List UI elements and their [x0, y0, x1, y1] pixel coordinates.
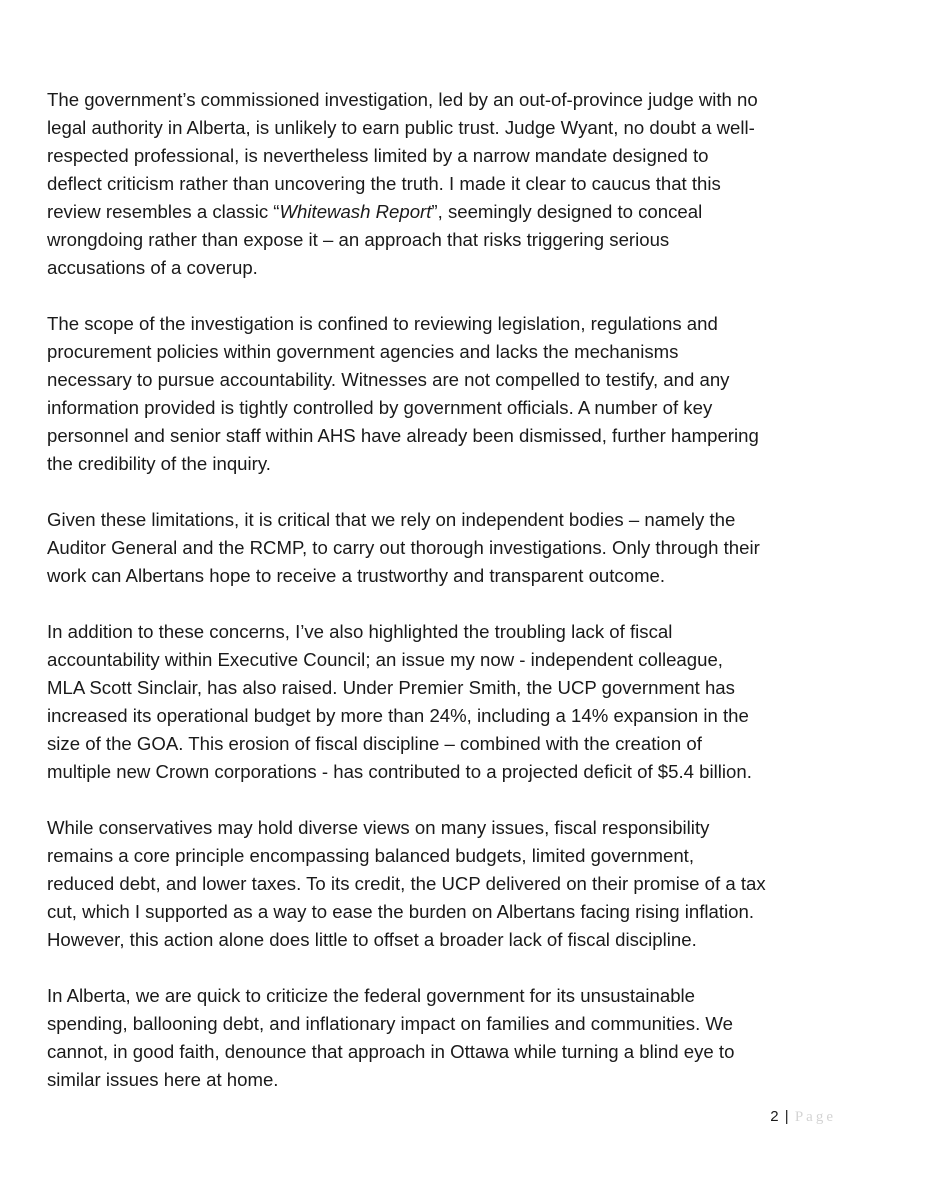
text-line: necessary to pursue accountability. Witnesses are not compelled to testify, and any	[47, 369, 730, 390]
text-line: deflect criticism rather than uncovering the truth. I made it clear to caucus that this	[47, 173, 721, 194]
text-line: MLA Scott Sinclair, has also raised. Under Premier Smith, the UCP government has	[47, 677, 735, 698]
text-line: In addition to these concerns, I’ve also highlighted the troubling lack of fiscal	[47, 621, 673, 642]
text-line: The government’s commissioned investigation, led by an out-of-province judge with no	[47, 89, 758, 110]
text-line: accountability within Executive Council; an issue my now - independent colleague,	[47, 649, 723, 670]
paragraph-federal-comparison	[47, 982, 847, 1094]
text-segment: review resembles a classic “	[47, 201, 280, 222]
text-line: the credibility of the inquiry.	[47, 453, 271, 474]
text-line	[47, 198, 847, 226]
text-line: work can Albertans hope to receive a trustworthy and transparent outcome.	[47, 565, 666, 586]
page-footer	[770, 1107, 836, 1127]
text-line: accusations of a coverup.	[47, 257, 258, 278]
paragraph-scope	[47, 310, 847, 478]
text-line: Auditor General and the RCMP, to carry out thorough investigations. Only through their	[47, 537, 760, 558]
text-line: wrongdoing rather than expose it – an approach that risks triggering serious	[47, 229, 670, 250]
text-line: reduced debt, and lower taxes. To its credit, the UCP delivered on their promise of a tax	[47, 873, 766, 894]
text-line: spending, ballooning debt, and inflationary impact on families and communities. We	[47, 1013, 733, 1034]
text-line: While conservatives may hold diverse views on many issues, fiscal responsibility	[47, 817, 710, 838]
text-line: legal authority in Alberta, is unlikely to earn public trust. Judge Wyant, no doubt a well-	[47, 117, 755, 138]
paragraph-investigation	[47, 86, 847, 282]
text-line: cannot, in good faith, denounce that approach in Ottawa while turning a blind eye to	[47, 1041, 735, 1062]
page-number: 2	[770, 1108, 779, 1125]
text-line: remains a core principle encompassing balanced budgets, limited government,	[47, 845, 695, 866]
text-line: procurement policies within government agencies and lacks the mechanisms	[47, 341, 679, 362]
document-page	[47, 86, 847, 1122]
text-line: respected professional, is nevertheless limited by a narrow mandate designed to	[47, 145, 709, 166]
text-line: personnel and senior staff within AHS have already been dismissed, further hampering	[47, 425, 759, 446]
text-line: The scope of the investigation is confined to reviewing legislation, regulations and	[47, 313, 718, 334]
page-label: Page	[794, 1109, 836, 1125]
text-line: similar issues here at home.	[47, 1069, 279, 1090]
text-line: size of the GOA. This erosion of fiscal discipline – combined with the creation of	[47, 733, 702, 754]
text-line: In Alberta, we are quick to criticize the federal government for its unsustainable	[47, 985, 696, 1006]
text-line: increased its operational budget by more than 24%, including a 14% expansion in the	[47, 705, 749, 726]
text-line: multiple new Crown corporations - has contributed to a projected deficit of $5.4 billion.	[47, 761, 752, 782]
footer-separator: |	[784, 1108, 789, 1125]
text-line: Given these limitations, it is critical that we rely on independent bodies – namely the	[47, 509, 736, 530]
text-line: cut, which I supported as a way to ease the burden on Albertans facing rising inflation.	[47, 901, 754, 922]
text-line: However, this action alone does little to offset a broader lack of fiscal discipline.	[47, 929, 697, 950]
paragraph-fiscal-accountability	[47, 618, 847, 786]
text-line: information provided is tightly controlled by government officials. A number of key	[47, 397, 713, 418]
italic-report-title: Whitewash Report	[279, 201, 432, 222]
paragraph-conservative-principles	[47, 814, 847, 954]
paragraph-limitations	[47, 506, 847, 590]
text-segment: ”, seemingly designed to conceal	[431, 201, 703, 222]
